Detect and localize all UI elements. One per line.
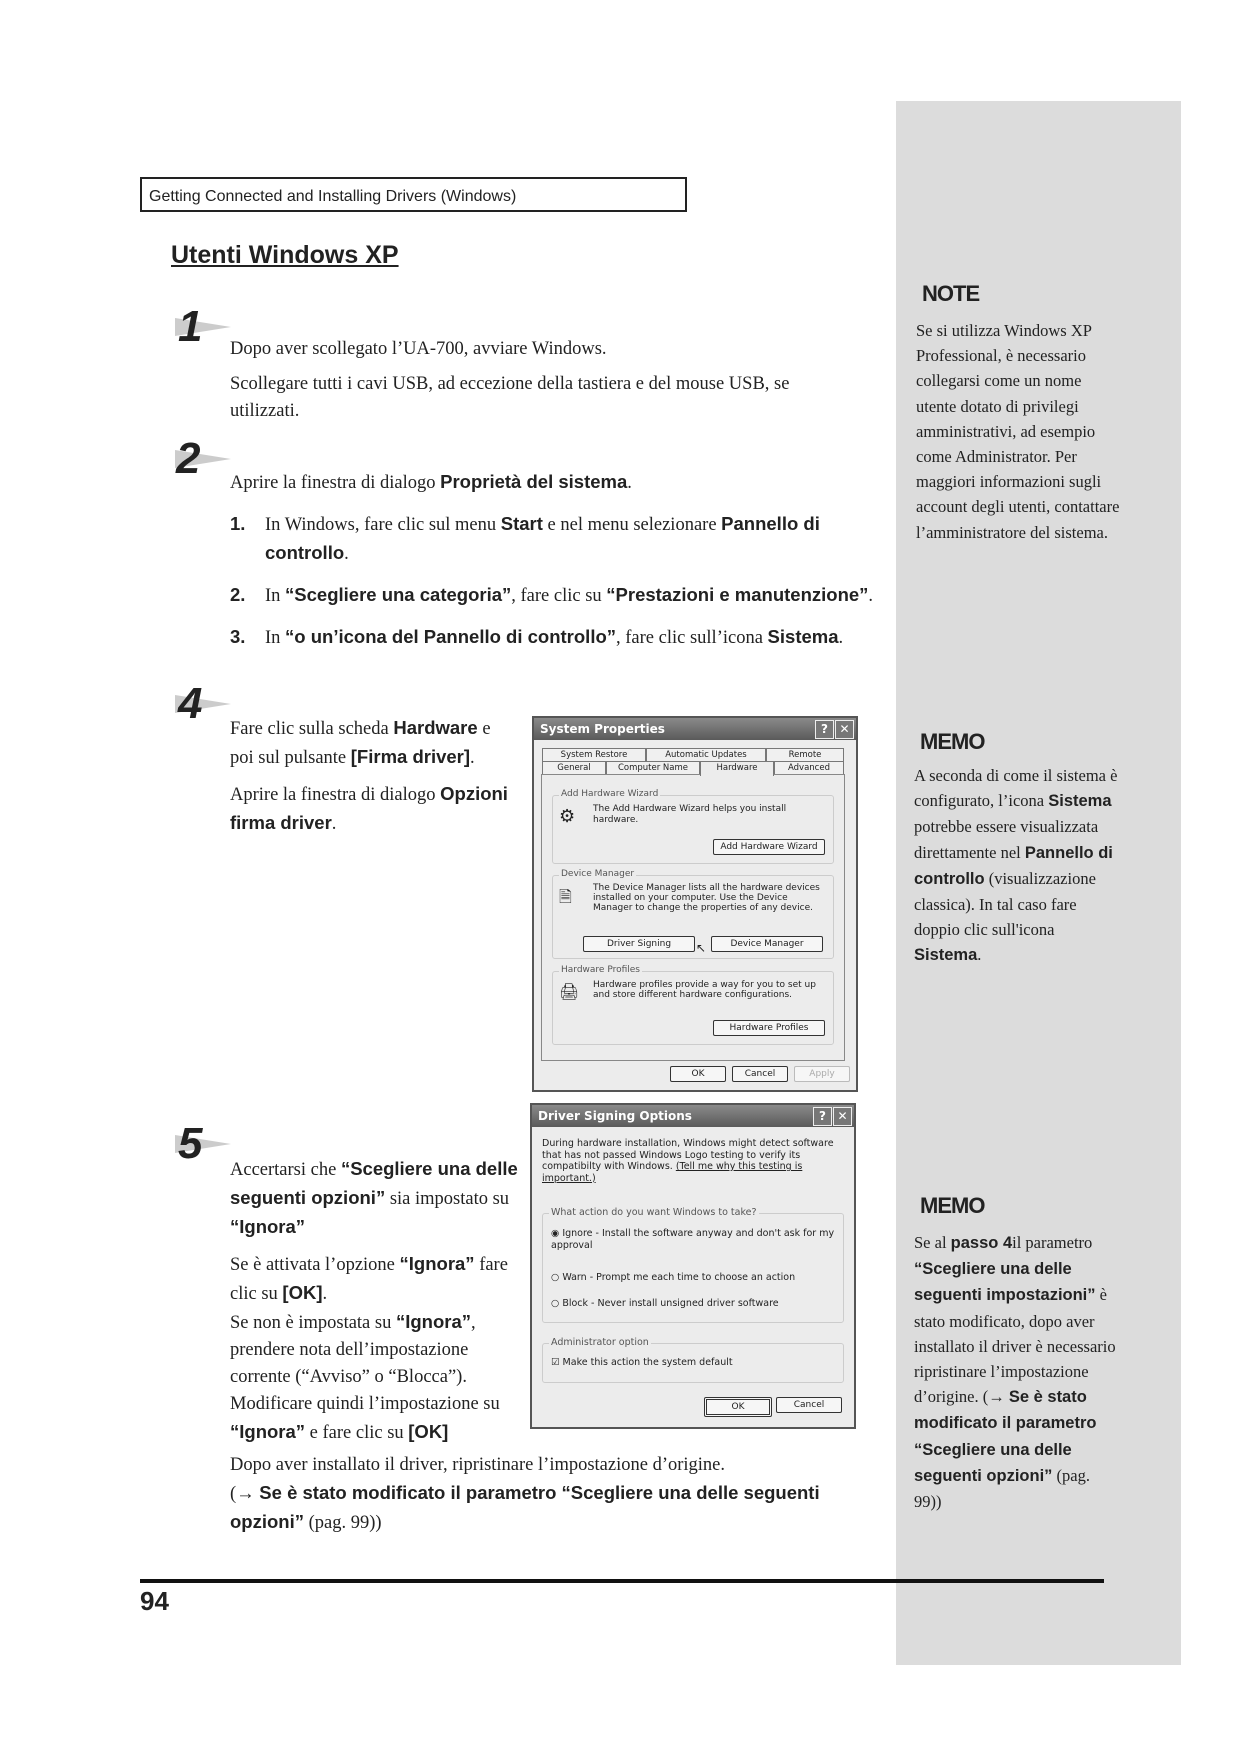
add-hardware-wizard-button[interactable]: Add Hardware Wizard [713, 839, 825, 855]
group-text: The Device Manager lists all the hardware devices installed on your computer. Use the Device Manager to change the properties of any device. [593, 883, 820, 913]
add-hardware-group: Add Hardware Wizard ⚙ The Add Hardware Wizard helps you install hardware. Add Hardware Wizard [552, 795, 834, 864]
substep-number: 2. [230, 584, 246, 605]
memo-icon: MEMO [920, 1193, 985, 1218]
hardware-profiles-icon: 🖨 [559, 982, 580, 1001]
step-4-text: Fare clic sulla scheda Hardware e poi sul pulsante [Firma driver]. Aprire la finestra di dialogo Opzioni firma driver. [230, 717, 508, 834]
memo-text: A seconda di come il sistema è configurato, l’icona Sistema potrebbe essere visualizzata direttamente nel Pannello di controllo (visualizzazione classica). In tal caso fare doppio clic sull'icona Sistema. [914, 766, 1118, 965]
step-1-text [230, 336, 860, 425]
close-button[interactable]: ✕ [833, 1107, 852, 1126]
step-2-block [230, 468, 890, 652]
title-bar [534, 718, 856, 740]
help-button[interactable]: ? [813, 1107, 832, 1126]
device-manager-button[interactable]: Device Manager [711, 936, 823, 952]
hardware-wizard-icon: ⚙ [559, 806, 576, 827]
page-number: 94 [140, 1586, 169, 1616]
hardware-profiles-group: Hardware Profiles 🖨 Hardware profiles provide a way for you to set up and store different hardware configurations. Hardware Profiles [552, 971, 834, 1045]
paragraph: Scollegare tutti i cavi USB, ad eccezione della tastiera e del mouse USB, se utilizzati. [230, 374, 790, 421]
step-number: 1 [178, 302, 203, 351]
tab-advanced[interactable]: Advanced [774, 761, 844, 774]
step-5-restore: Dopo aver installato il driver, ripristinare l’impostazione d’origine. (→ Se è stato modificato il parametro “Scegliere una delle seguenti opzioni” (pag. 99)) [230, 1455, 820, 1533]
radio-ignore[interactable]: ◉ Ignore - Install the software anyway and don't ask for my approval [551, 1228, 835, 1251]
help-button[interactable]: ? [815, 720, 834, 739]
device-manager-icon: 🗎 [559, 887, 572, 906]
tab-computer-name[interactable]: Computer Name [606, 761, 700, 774]
step-number: 2 [176, 434, 201, 483]
radio-block[interactable]: ○ Block - Never install unsigned driver software [551, 1298, 779, 1309]
help-link[interactable]: (Tell me why this testing is important.) [542, 1161, 803, 1184]
apply-button[interactable]: Apply [794, 1066, 850, 1082]
note-text: Se si utilizza Windows XP Professional, è necessario collegarsi come un nome utente dotato di privilegi amministrativi, ad esempio come Administrator. Per maggiori informazioni sugli account degli utenti, contattare l’amministratore del sistema. [916, 321, 1120, 542]
step-5-text: Accertarsi che “Scegliere una delle seguenti opzioni” sia impostato su “Ignora” Se è attivata l’opzione “Ignora” fare clic su [OK]. Se non è impostata su “Ignora”, prendere nota dell’impostazione corrente (“Avviso” o “Blocca”). Modificare quindi l’impostazione su “Ignora” e fare clic su [OK] [230, 1158, 518, 1443]
dialog-title: Driver Signing Options [538, 1109, 692, 1123]
substep-2: 2. In “Scegliere una categoria”, fare clic su “Prestazioni e manutenzione”. [230, 581, 890, 610]
memo-icon: MEMO [920, 729, 985, 754]
action-group: What action do you want Windows to take? ◉ Ignore - Install the software anyway and don't ask for my approval ○ Warn - Prompt me each time to choose an action ○ Block - Never install unsigned driver software [542, 1213, 844, 1323]
tab-hardware[interactable]: Hardware [700, 761, 774, 776]
substep-number: 3. [230, 626, 246, 647]
step-number: 5 [178, 1119, 203, 1168]
ok-button[interactable]: OK [670, 1066, 726, 1082]
paragraph: Dopo aver scollegato l’UA-700, avviare Windows. [230, 339, 607, 359]
close-button[interactable]: ✕ [835, 720, 854, 739]
step-2-intro [230, 468, 890, 497]
cross-reference[interactable]: Se è stato modificato il parametro “Scegliere una delle seguenti opzioni” [230, 1482, 820, 1532]
group-text: The Add Hardware Wizard helps you install hardware. [593, 804, 787, 825]
driver-signing-button[interactable]: Driver Signing [583, 936, 695, 952]
tab-automatic-updates[interactable]: Automatic Updates [646, 748, 766, 761]
system-properties-dialog [532, 716, 858, 1092]
cancel-button[interactable]: Cancel [732, 1066, 788, 1082]
substep-1: 1. In Windows, fare clic sul menu Start e nel menu selezionare Pannello di controllo. [230, 510, 890, 568]
group-text: Hardware profiles provide a way for you to set up and store different hardware configurations. [593, 980, 816, 1000]
note-icon: NOTE [922, 281, 980, 306]
system-default-checkbox[interactable]: ☑ Make this action the system default [551, 1357, 733, 1368]
text: . [627, 473, 632, 493]
title-bar [532, 1105, 854, 1127]
tab-system-restore[interactable]: System Restore [542, 748, 646, 761]
intro-text: During hardware installation, Windows might detect software that has not passed Windows Logo testing to verify its compatibilty with Windows. (Tell me why this testing is important.) [542, 1138, 834, 1184]
step-number: 4 [178, 679, 203, 728]
section-header: Getting Connected and Installing Drivers (Windows) [140, 177, 687, 212]
step-5-block [230, 1155, 880, 1537]
footer-rule [140, 1579, 1104, 1583]
radio-warn[interactable]: ○ Warn - Prompt me each time to choose an action [551, 1272, 796, 1283]
dialog-title: System Properties [540, 722, 665, 736]
cursor-icon: ↖ [696, 941, 707, 955]
substep-number: 1. [230, 513, 246, 534]
cancel-button[interactable]: Cancel [776, 1397, 842, 1413]
substep-3: 3. In “o un’icona del Pannello di controllo”, fare clic sull’icona Sistema. [230, 623, 890, 652]
tab-remote[interactable]: Remote [766, 748, 844, 761]
device-manager-group: Device Manager 🗎 The Device Manager lists all the hardware devices installed on your computer. Use the Device Manager to change the properties of any device. Driver Signing Device Manager ↖ [552, 875, 834, 959]
tab-panel [541, 774, 845, 1061]
ok-button[interactable]: OK [704, 1397, 772, 1417]
text: Proprietà del sistema [440, 471, 628, 492]
tab-general[interactable]: General [542, 761, 606, 774]
hardware-profiles-button[interactable]: Hardware Profiles [713, 1020, 825, 1036]
cross-reference[interactable]: Se è stato modificato il parametro “Scegliere una delle seguenti opzioni” [914, 1388, 1097, 1485]
admin-group: Administrator option ☑ Make this action the system default [542, 1343, 844, 1383]
page-title: Utenti Windows XP [171, 241, 399, 269]
memo-text: Se al passo 4il parametro “Scegliere una delle seguenti impostazioni” è stato modificato, dopo aver installato il driver è necessario ripristinare l’impostazione d’origine. (→ Se è stato modificato il parametro “Scegliere una delle seguenti opzioni” (pag. 99)) [914, 1233, 1116, 1512]
text: Aprire la finestra di dialogo [230, 473, 441, 493]
